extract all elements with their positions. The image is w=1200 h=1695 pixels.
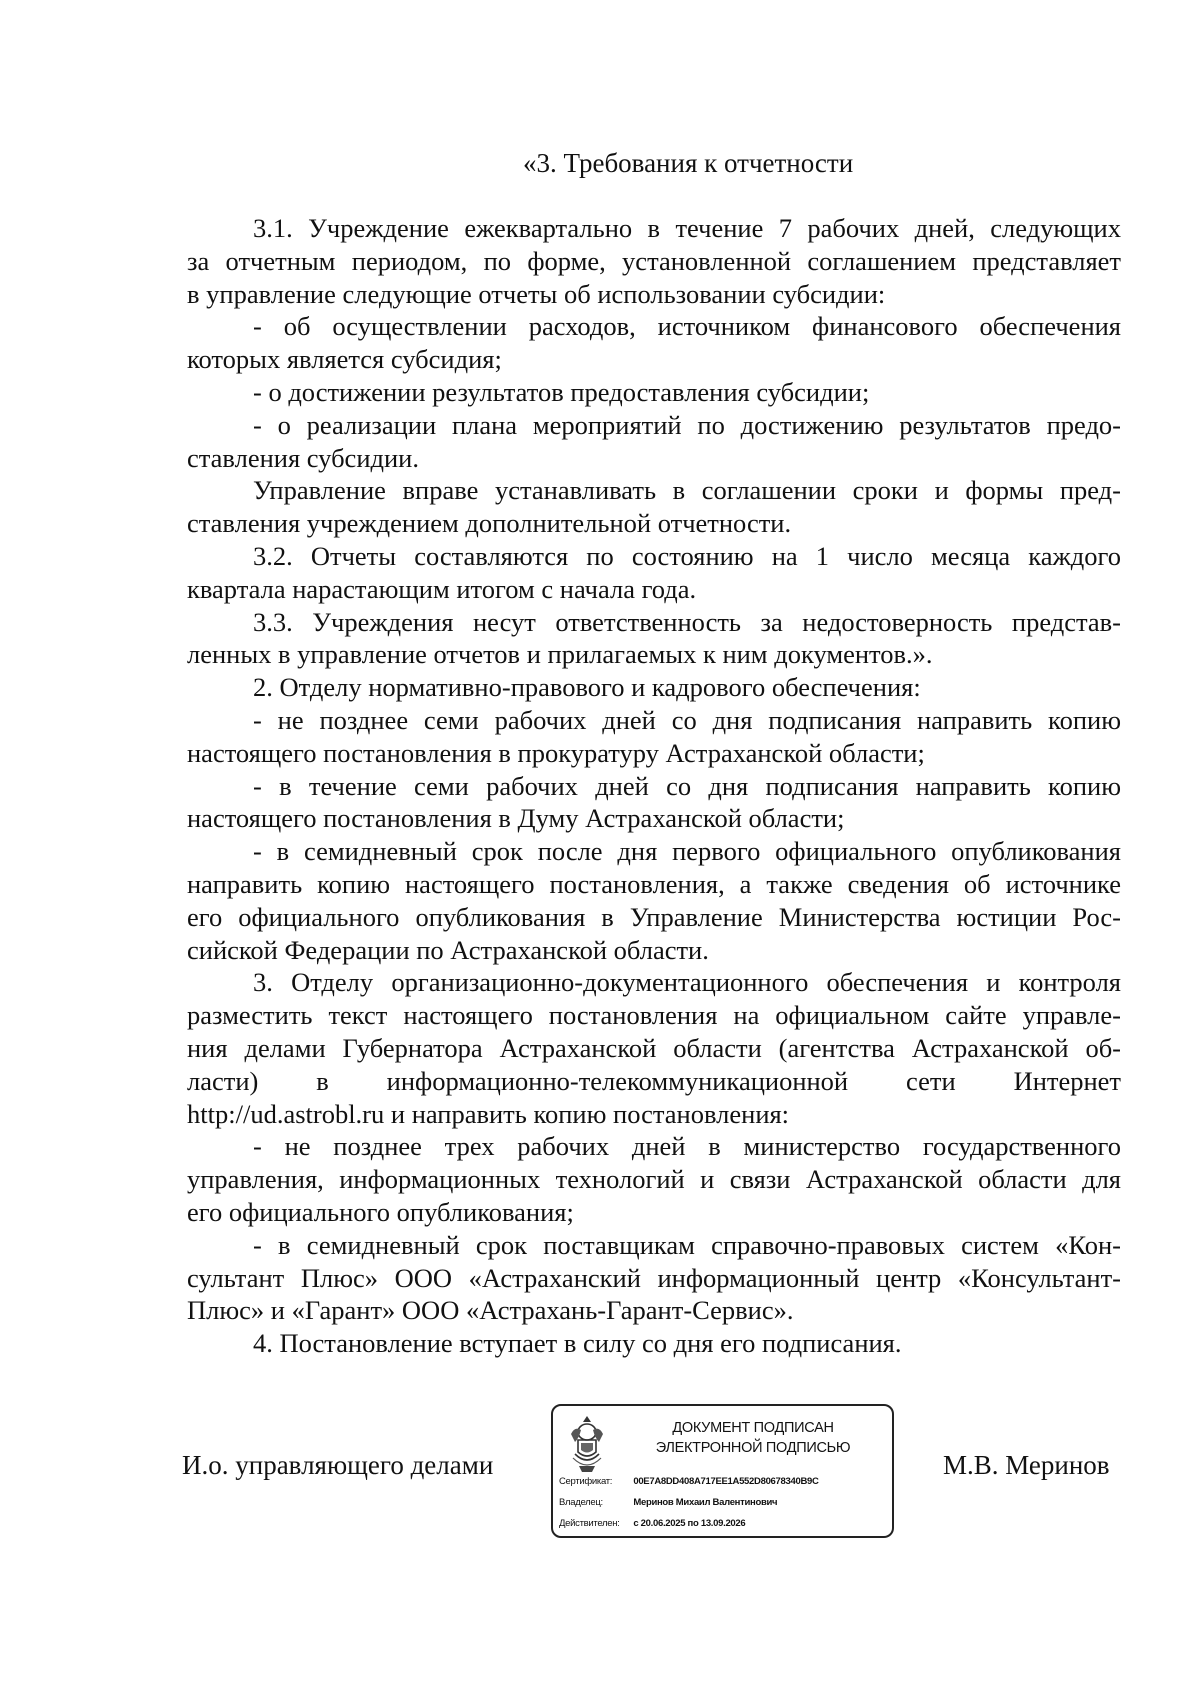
stamp-owner-value: Меринов Михаил Валентинович [633, 1497, 778, 1508]
document-line: ставления учреждением дополнительной отчетности. [187, 508, 792, 539]
document-line: 2. Отделу нормативно-правового и кадрового обеспечения: [253, 672, 921, 703]
document-line: - не позднее трех рабочих дней в министерство государственного [253, 1131, 1121, 1162]
stamp-owner-label: Владелец: [559, 1497, 603, 1508]
document-line: 3. Отделу организационно-документационного обеспечения и контроля [253, 967, 1121, 998]
document-line: - в семидневный срок после дня первого официального опубликования [253, 836, 1121, 867]
document-line: 3.1. Учреждение ежеквартально в течение 7 рабочих дней, следующих [253, 213, 1121, 243]
stamp-owner-row [559, 1497, 777, 1508]
document-line: квартала нарастающим итогом с начала года. [187, 573, 697, 604]
document-line: - о реализации плана мероприятий по достижению результатов предо- [253, 409, 1121, 440]
document-line: - о достижении результатов предоставления субсидии; [253, 376, 870, 407]
signatory-name: М.В. Меринов [943, 1450, 1110, 1480]
document-line: - в течение семи рабочих дней со дня подписания направить копию [253, 770, 1121, 801]
document-line: 4. Постановление вступает в силу со дня его подписания. [253, 1328, 902, 1359]
stamp-certificate-label: Сертификат: [559, 1476, 613, 1487]
document-line: его официального опубликования; [187, 1196, 574, 1227]
document-line: ласти) в информационно-телекоммуникационной сети Интернет [187, 1065, 1121, 1096]
document-line: 3.2. Отчеты составляются по состоянию на 1 число месяца каждого [253, 540, 1121, 571]
document-line: Управление вправе устанавливать в соглашении сроки и формы пред- [253, 475, 1121, 506]
section-heading: «3. Требования к отчетности [523, 148, 854, 178]
document-line: за отчетным периодом, по форме, установленной соглашением представляет [187, 245, 1121, 276]
stamp-certificate-value: 00E7A8DD408A717EE1A552D80678340B9C [633, 1476, 819, 1487]
document-line: ния делами Губернатора Астраханской области (агентства Астраханской об- [187, 1032, 1121, 1063]
document-line: - в семидневный срок поставщикам справочно-правовых систем «Кон- [253, 1229, 1121, 1260]
document-line: сультант Плюс» ООО «Астраханский информационный центр «Консультант- [187, 1262, 1121, 1293]
electronic-signature-stamp [551, 1404, 894, 1538]
document-line: его официального опубликования в Управление Министерства юстиции Рос- [187, 901, 1121, 932]
stamp-validity-value: с 20.06.2025 по 13.09.2026 [633, 1518, 746, 1529]
document-line: настоящего постановления в Думу Астраханской области; [187, 803, 845, 834]
document-line: http://ud.astrobl.ru и направить копию постановления: [187, 1098, 790, 1129]
stamp-heading-line1: ДОКУМЕНТ ПОДПИСАН [672, 1420, 834, 1436]
document-line: настоящего постановления в прокуратуру Астраханской области; [187, 737, 925, 768]
document-line: в управление следующие отчеты об использовании субсидии: [187, 278, 886, 309]
document-line: ленных в управление отчетов и прилагаемых к ним документов.». [187, 639, 933, 670]
stamp-heading-line2: ЭЛЕКТРОННОЙ ПОДПИСЬЮ [655, 1440, 851, 1456]
document-line: 3.3. Учреждения несут ответственность за недостоверность представ- [253, 606, 1121, 637]
document-line: управления, информационных технологий и связи Астраханской области для [187, 1164, 1121, 1195]
document-line: которых является субсидия; [187, 344, 502, 375]
stamp-certificate-row [559, 1476, 819, 1487]
document-line: сийской Федерации по Астраханской области. [187, 934, 709, 965]
document-line: разместить текст настоящего постановления на официальном сайте управле- [187, 1000, 1121, 1031]
document-body [187, 212, 1121, 1360]
document-line: ставления субсидии. [187, 442, 419, 473]
document-line: направить копию настоящего постановления, а также сведения об источнике [187, 868, 1121, 899]
coat-of-arms-icon [565, 1412, 609, 1478]
stamp-validity-row [559, 1518, 745, 1529]
stamp-validity-label: Действителен: [559, 1518, 620, 1529]
document-line: - об осуществлении расходов, источником финансового обеспечения [253, 311, 1121, 342]
signatory-title: И.о. управляющего делами [182, 1450, 494, 1480]
document-line: Плюс» и «Гарант» ООО «Астрахань-Гарант-Сервис». [187, 1295, 794, 1326]
document-line: - не позднее семи рабочих дней со дня подписания направить копию [253, 704, 1121, 735]
